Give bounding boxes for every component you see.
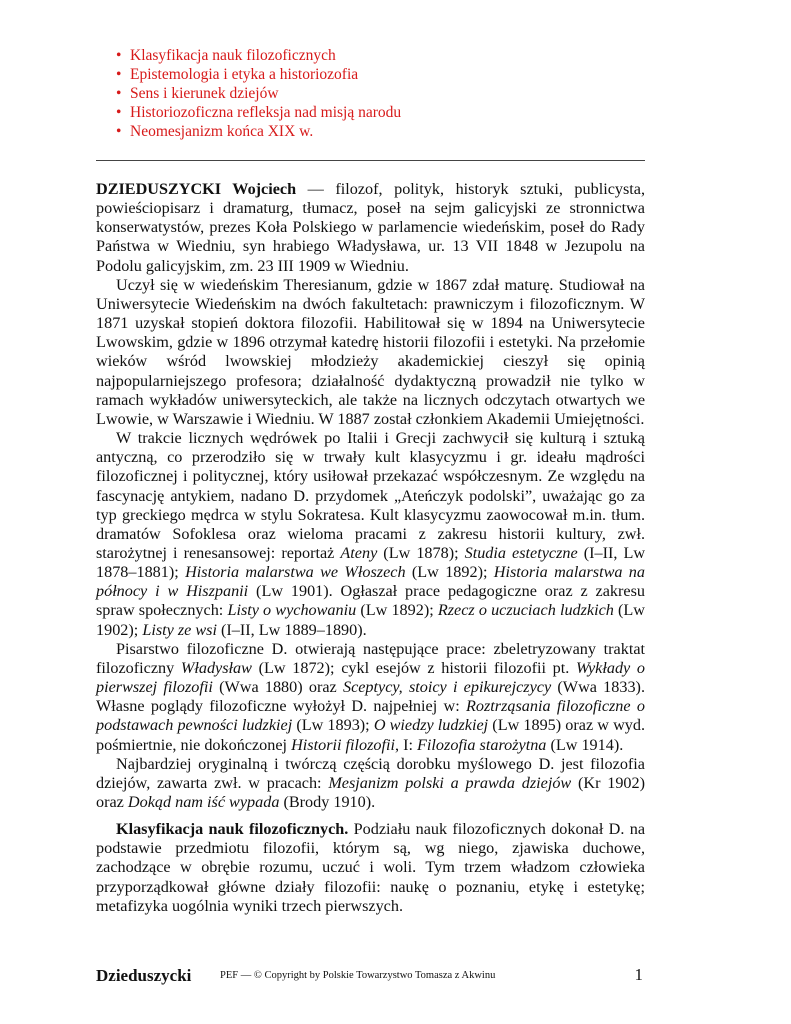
toc-link-sens[interactable]: • Sens i kierunek dziejów <box>116 84 401 103</box>
title-italic: Władysław <box>180 658 252 677</box>
toc-link-epistemologia[interactable]: • Epistemologia i etyka a historiozofia <box>116 65 401 84</box>
title-italic: Sceptycy, stoicy i epikurejczycy <box>342 678 552 697</box>
text: , I: <box>395 735 418 754</box>
text: (Lw 1893); <box>292 716 374 735</box>
page-number: 1 <box>634 965 643 984</box>
footer-copyright: PEF — © Copyright by Polskie Towarzystwo Tomasza z Akwinu <box>220 970 496 981</box>
title-italic: Dokąd nam iść wypada <box>127 793 280 811</box>
paragraph-philosophy-of-history <box>96 755 645 812</box>
title-italic: Rzecz o uczuciach ludzkich <box>437 601 614 620</box>
text: (Lw 1892); <box>405 563 494 582</box>
table-of-contents <box>116 46 401 141</box>
text: (Lw 1878); <box>377 543 465 562</box>
text: (Lw 1895) oraz w wyd. pośmiertnie, nie dokończonej <box>96 716 646 754</box>
title-italic: Listy ze wsi <box>142 620 217 639</box>
paragraph-intro <box>96 180 645 276</box>
paragraph-classicism <box>96 429 645 640</box>
text: (Lw 1902); <box>96 601 645 639</box>
title-italic: Listy o wychowaniu <box>227 601 357 620</box>
text: (Wwa 1833). Własne poglądy filozoficzne wyłożył D. najpełniej w: <box>96 678 645 716</box>
entry-heading: DZIEDUSZYCKI Wojciech <box>96 180 297 198</box>
paragraph-philosophical-works <box>96 640 645 755</box>
title-italic: Historia malarstwa na północy i w Hiszpanii <box>96 563 645 601</box>
title-italic: Historii filozofii <box>291 735 396 754</box>
footer-entry-name: Dzieduszycki <box>96 966 192 985</box>
page-footer <box>96 962 645 986</box>
title-italic: Mesjanizm polski a prawda dziejów <box>328 773 572 792</box>
text: — filozof, polityk, historyk sztuki, publicysta, powieściopisarz i dramaturg, tłumacz, poseł na sejm galicyjski ze stronnictwa konserwatystów, prezes Koła Polskiego w parlamencie wiedeńskim, poseł do Rady Państwa w Wiedniu, syn hrabiego Władysława, ur. 13 VII 1848 w Jezupolu na Podolu galicyjskim, zm. 23 III 1909 w Wiedniu. <box>96 180 646 275</box>
text: Pisarstwo filozoficzne D. otwierają następujące prace: zbeletryzowany traktat filozoficzny <box>96 639 645 677</box>
text: (Lw 1901). Ogłaszał prace pedagogiczne oraz z zakresu spraw społecznych: <box>96 582 645 620</box>
title-italic: Ateny <box>340 543 378 562</box>
text: Podziału nauk filozoficznych dokonał D. na podstawie przedmiotu filozofii, którym są, wg niego, zjawiska duchowe, zachodzące w obrębie rozumu, uczuć i woli. Tym trzem władzom człowieka przyporządkował główne działy filozofii: naukę o poznaniu, etykę i estetykę; metafizyka uogólnia wyniki trzech pierwszych. <box>96 820 646 915</box>
text: W trakcie licznych wędrówek po Italii i Grecji zachwycił się kulturą i sztuką antyczną, co przerodziło się w trwały kult klasycyzmu i gr. ideału mądrości filozoficznej i politycznej, który usiłował przekazać współczesnym. Ze względu na fascynację antykiem, nadano D. przydomek „Ateńczyk podolski”, uważając go za typ greckiego mędrca w stylu Sokratesa. Kult klasycyzmu zaowocował m.in. tłum. dramatów Sofoklesa oraz wieloma pracami z zakresu historii kultury, zwł. starożytnej i renesansowej: reportaż <box>96 429 645 562</box>
section-klasyfikacja <box>96 820 645 916</box>
toc-link-neomesjanizm[interactable]: • Neomesjanizm końca XIX w. <box>116 122 401 141</box>
text: (Brody 1910). <box>279 793 376 811</box>
title-italic: Filozofia starożytna <box>417 735 547 754</box>
title-italic: Wykłady o pierwszej filozofii <box>96 658 645 697</box>
text: (Lw 1914). <box>546 735 624 754</box>
article-body <box>96 180 645 916</box>
horizontal-rule <box>96 160 645 161</box>
title-italic: Historia malarstwa we Włoszech <box>185 563 406 582</box>
title-italic: Studia estetyczne <box>464 543 578 562</box>
text: (Lw 1892); <box>356 601 438 620</box>
text: Najbardziej oryginalną i twórczą częścią dorobku myślowego D. jest filozofia dziejów, zawarta zwł. w pracach: <box>96 754 645 792</box>
text: (Lw 1872); cykl esejów z historii filozofii pt. <box>251 658 576 677</box>
text: (Kr 1902) oraz <box>96 773 645 811</box>
title-italic: O wiedzy ludzkiej <box>373 716 489 735</box>
toc-link-historiozoficzna[interactable]: • Historiozoficzna refleksja nad misją narodu <box>116 103 401 122</box>
paragraph-education: Uczył się w wiedeńskim Theresianum, gdzie w 1867 zdał maturę. Studiował na Uniwersytecie Wiedeńskim na dwóch fakultetach: prawniczym i filozoficznym. W 1871 uzyskał stopień doktora filozofii. Habilitował się w 1894 na Uniwersytecie Lwowskim, gdzie w 1896 otrzymał katedrę historii filozofii i estetyki. Na przełomie wieków wśród lwowskiej młodzieży akademickiej cieszył się opinią najpopularniejszego profesora; działalność dydaktyczną prowadził nie tylko w ramach wykładów uniwersyteckich, ale także na licznych odczytach otwartych we Lwowie, w Warszawie i Wiedniu. W 1887 został członkiem Akademii Umiejętności. <box>96 275 645 428</box>
section-heading: Klasyfikacja nauk filozoficznych. <box>116 820 349 839</box>
text: (I–II, Lw 1889–1890). <box>216 620 367 639</box>
text: (Wwa 1880) oraz <box>212 678 343 697</box>
text: (I–II, Lw 1878–1881); <box>96 543 646 582</box>
toc-link-klasyfikacja[interactable]: • Klasyfikacja nauk filozoficznych <box>116 46 401 65</box>
title-italic: Roztrząsania filozoficzne o podstawach pewności ludzkiej <box>96 697 645 735</box>
